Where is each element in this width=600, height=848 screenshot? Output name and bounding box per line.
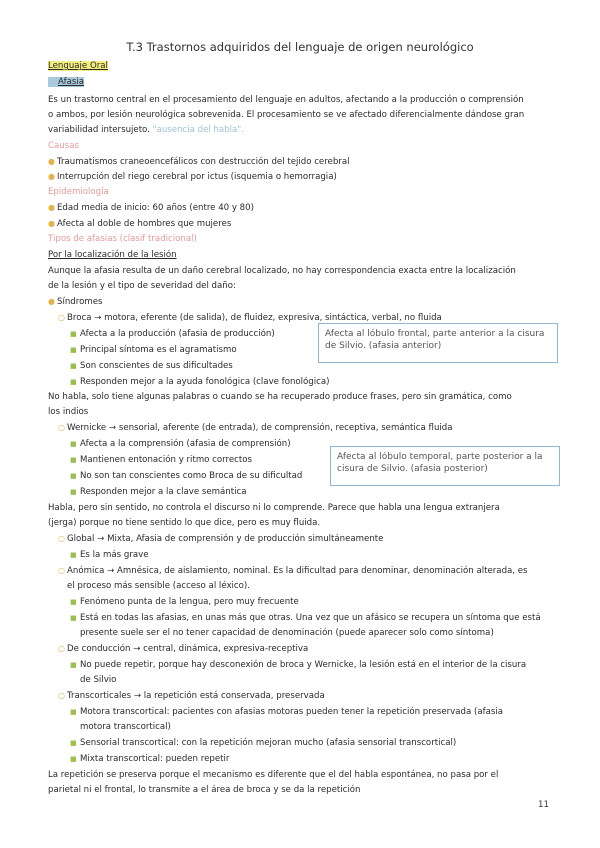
list-item-broca: ○ Broca → motora, eferente (de salida), de fluidez, expresiva, sintáctica, verbal, no fluida: [58, 313, 442, 323]
note-box-broca: Afecta al lóbulo frontal, parte anterior a la cisura de Silvio. (afasia anterior): [318, 323, 558, 363]
circle-bullet-icon: ○: [58, 644, 65, 653]
square-bullet-icon: ■: [70, 614, 77, 622]
heading-afasia: Afasia: [48, 76, 84, 88]
heading-tipos: Tipos de afasias (clasif tradicional): [48, 234, 197, 244]
square-bullet-icon: ■: [70, 456, 77, 464]
square-bullet-icon: ■: [70, 440, 77, 448]
note-box-wernicke: Afecta al lóbulo temporal, parte posterior a la cisura de Silvio. (afasia posterior): [330, 446, 560, 486]
heading-lenguaje-oral: Lenguaje Oral: [48, 61, 108, 71]
heading-localizacion: Por la localización de la lesión: [48, 250, 177, 260]
page-title: T.3 Trastornos adquiridos del lenguaje de origen neurológico: [126, 40, 474, 54]
paragraph-line: (jerga) porque no tiene sentido lo que dice, pero es muy fluida.: [48, 518, 321, 528]
paragraph-line: Habla, pero sin sentido, no controla el discurso ni lo comprende. Parece que habla una lengua extranjera: [48, 503, 500, 513]
paragraph-line: presente suele ser el no tener capacidad de denominación (puede aparecer solo como síntoma): [80, 628, 494, 638]
intro-line-2: o ambos, por lesión neurológica sobrevenida. El procesamiento se ve afectado diferencialmente dándose gran: [48, 110, 525, 120]
square-bullet-icon: ■: [70, 330, 77, 338]
page-number: 11: [538, 800, 549, 810]
list-item-anomica: ○ Anómica → Amnésica, de aislamiento, nominal. Es la dificultad para denominar, denominación alterada, es: [58, 566, 528, 576]
list-item: ■ Motora transcortical: pacientes con afasias motoras pueden tener la repetición preservada (afasia: [70, 707, 504, 717]
intro-line-1: Es un trastorno central en el procesamiento del lenguaje en adultos, afectando a la producción o comprensión: [48, 95, 524, 105]
circle-bullet-icon: ○: [58, 534, 65, 543]
list-item: ■ No son tan conscientes como Broca de su dificultad: [70, 471, 303, 481]
intro-line-3: variabilidad intersujeto. "ausencia del habla".: [48, 125, 244, 135]
list-item: ■ Son conscientes de sus dificultades: [70, 361, 233, 371]
list-item: ■ Responden mejor a la clave semántica: [70, 487, 247, 497]
bullet-icon: ●: [48, 219, 55, 228]
circle-bullet-icon: ○: [58, 313, 65, 322]
bullet-icon: ●: [48, 157, 55, 166]
list-item: ■ Responden mejor a la ayuda fonológica (clave fonológica): [70, 377, 330, 387]
list-item-conduccion: ○ De conducción → central, dinámica, expresiva-receptiva: [58, 644, 309, 654]
list-item: ● Interrupción del riego cerebral por ictus (isquemia o hemorragia): [48, 172, 337, 182]
paragraph-line: los indios: [48, 407, 89, 417]
paragraph-line: Aunque la afasia resulta de un daño cerebral localizado, no hay correspondencia exacta entre la localización: [48, 266, 516, 276]
list-item: ■ Mantienen entonación y ritmo correctos: [70, 455, 253, 465]
list-item: ■ Principal síntoma es el agramatismo: [70, 345, 237, 355]
paragraph-line: motora transcortical): [80, 722, 171, 732]
square-bullet-icon: ■: [70, 346, 77, 354]
bullet-icon: ●: [48, 297, 55, 306]
circle-bullet-icon: ○: [58, 566, 65, 575]
list-item: ■ Mixta transcortical: pueden repetir: [70, 754, 230, 764]
list-item: ■ Afecta a la producción (afasia de producción): [70, 329, 275, 339]
list-item-global: ○ Global → Mixta, Afasia de comprensión y de producción simultáneamente: [58, 534, 384, 544]
heading-epidemiologia: Epidemiología: [48, 187, 109, 197]
list-item: ■ Está en todas las afasias, en unas más que otras. Una vez que un afásico se recupera un síntoma que está: [70, 613, 541, 623]
circle-bullet-icon: ○: [58, 423, 65, 432]
square-bullet-icon: ■: [70, 362, 77, 370]
quote-ausencia: "ausencia del habla".: [152, 125, 244, 135]
list-item: ■ Fenómeno punta de la lengua, pero muy frecuente: [70, 597, 299, 607]
paragraph-line: No habla, solo tiene algunas palabras o cuando se ha recuperado produce frases, pero sin gramática, como: [48, 392, 512, 402]
paragraph-line: La repetición se preserva porque el mecanismo es diferente que el del habla espontánea, no pasa por el: [48, 770, 499, 780]
paragraph-line: de Silvio: [80, 675, 117, 685]
square-bullet-icon: ■: [70, 739, 77, 747]
list-item: ● Afecta al doble de hombres que mujeres: [48, 219, 232, 229]
list-item: ■ Sensorial transcortical: con la repetición mejoran mucho (afasia sensorial transcortical): [70, 738, 457, 748]
paragraph-line: de la lesión y el tipo de severidad del daño:: [48, 281, 236, 291]
square-bullet-icon: ■: [70, 598, 77, 606]
circle-bullet-icon: ○: [58, 691, 65, 700]
list-item: ■ Afecta a la comprensión (afasia de comprensión): [70, 439, 291, 449]
paragraph-line: parietal ni el frontal, lo transmite a el área de broca y se da la repetición: [48, 785, 361, 795]
square-bullet-icon: ■: [70, 472, 77, 480]
list-item: ● Edad media de inicio: 60 años (entre 40 y 80): [48, 203, 254, 213]
bullet-icon: ●: [48, 172, 55, 181]
list-item-wernicke: ○ Wernicke → sensorial, aferente (de entrada), de comprensión, receptiva, semántica fluida: [58, 423, 453, 433]
paragraph-line: el proceso más sensible (acceso al léxico).: [67, 581, 250, 591]
list-item: ■ No puede repetir, porque hay desconexión de broca y Wernicke, la lesión está en el interior de la cisura: [70, 660, 527, 670]
list-item: ● Traumatismos craneoencefálicos con destrucción del tejido cerebral: [48, 157, 350, 167]
square-bullet-icon: ■: [70, 551, 77, 559]
square-bullet-icon: ■: [70, 488, 77, 496]
square-bullet-icon: ■: [70, 378, 77, 386]
list-item-sindromes: ● Síndromes: [48, 297, 103, 307]
square-bullet-icon: ■: [70, 755, 77, 763]
heading-causas: Causas: [48, 141, 79, 151]
bullet-icon: ●: [48, 203, 55, 212]
list-item-transcorticales: ○ Transcorticales → la repetición está conservada, preservada: [58, 691, 325, 701]
list-item: ■ Es la más grave: [70, 550, 149, 560]
square-bullet-icon: ■: [70, 708, 77, 716]
square-bullet-icon: ■: [70, 661, 77, 669]
